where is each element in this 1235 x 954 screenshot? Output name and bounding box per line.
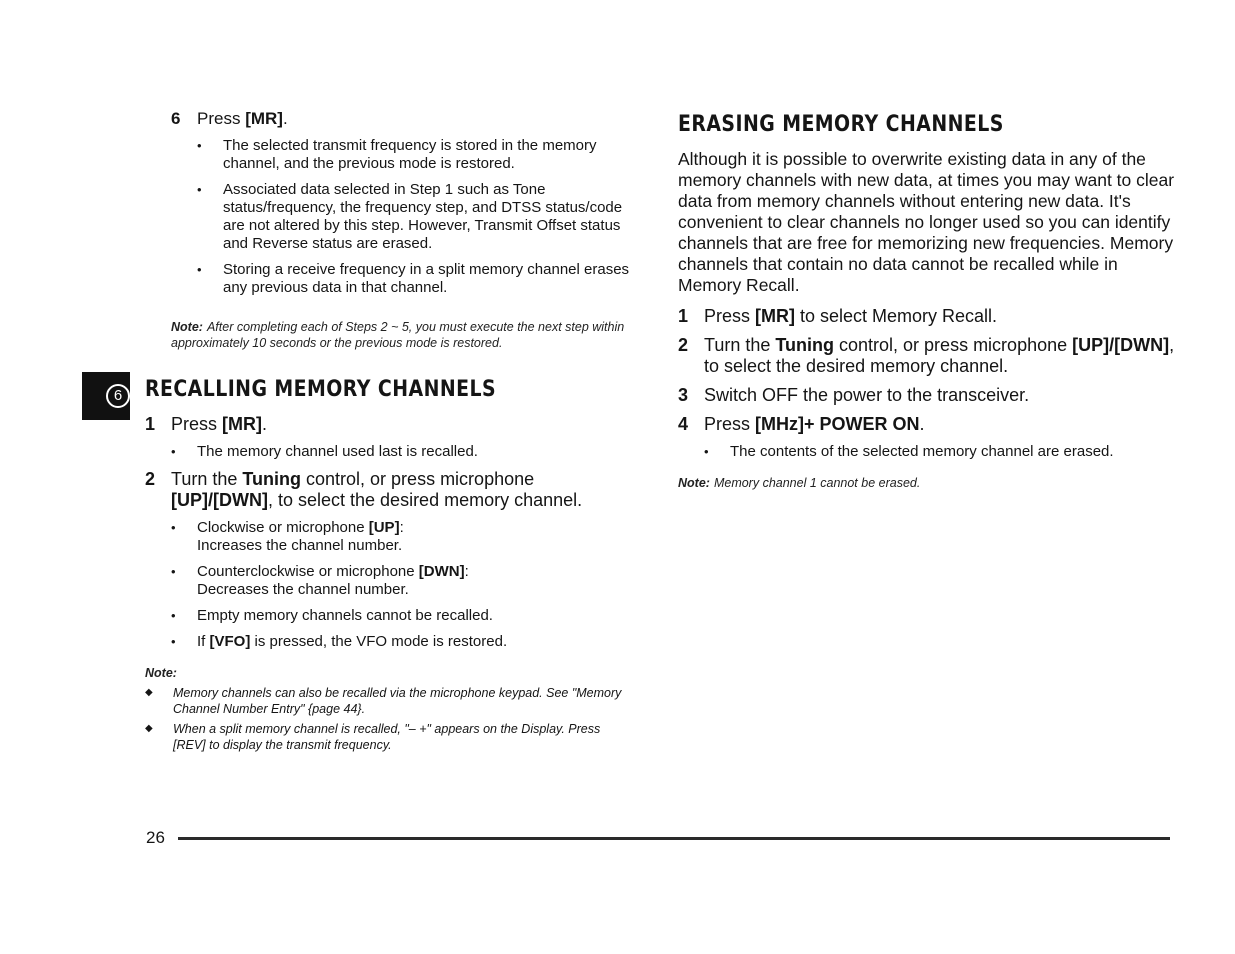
- step-6: 6 Press [MR].: [171, 109, 288, 128]
- intro-paragraph: Although it is possible to overwrite existing data in any of the memory channels with new data, at times you may want to clear data from memory channels without entering new data. It's convenient to clear channels no longer used so you can identify channels that are free for memorizing new frequencies. Memory channels that contain no data cannot be recalled while in Memory Recall.: [678, 149, 1175, 295]
- list-item: • Storing a receive frequency in a split memory channel erases any previous data in that channel.: [197, 261, 635, 297]
- list-item: ◆ When a split memory channel is recalled, "– +" appears on the Display. Press [REV] to display the transmit frequency.: [145, 721, 635, 753]
- section-heading-erasing: ERASING MEMORY CHANNELS: [678, 112, 1004, 137]
- list-item: • The selected transmit frequency is stored in the memory channel, and the previous mode is restored.: [197, 137, 635, 173]
- erase-step-2: 2 Turn the Tuning control, or press microphone [UP]/[DWN], to select the desired memory channel.: [678, 335, 1175, 376]
- footer-rule: [178, 837, 1170, 840]
- right-column: [678, 112, 1178, 491]
- list-item: ◆ Memory channels can also be recalled via the microphone keypad. See "Memory Channel Number Entry" {page 44}.: [145, 685, 635, 717]
- chapter-number: 6: [106, 384, 130, 408]
- erase-step-4-bullets: [704, 443, 1178, 461]
- note-recall: Note:: [145, 666, 177, 680]
- note-erase: Note: Memory channel 1 cannot be erased.: [678, 476, 921, 490]
- list-item: • Counterclockwise or microphone [DWN]: Decreases the channel number.: [171, 563, 635, 599]
- list-item: • If [VFO] is pressed, the VFO mode is restored.: [171, 633, 635, 651]
- list-item: • Empty memory channels cannot be recalled.: [171, 607, 635, 625]
- step-number: 6: [171, 109, 181, 128]
- chapter-tab: [82, 372, 130, 420]
- list-item: • Clockwise or microphone [UP]: Increases the channel number.: [171, 519, 635, 555]
- step-2: 2 Turn the Tuning control, or press microphone [UP]/[DWN], to select the desired memory channel.: [145, 469, 583, 510]
- page-number: 26: [146, 828, 165, 847]
- left-column: [145, 108, 635, 757]
- section-heading-recalling: RECALLING MEMORY CHANNELS: [145, 377, 497, 402]
- step-6-bullets: [197, 137, 635, 297]
- list-item: • The contents of the selected memory channel are erased.: [704, 443, 1178, 461]
- step-1: 1 Press [MR].: [145, 414, 268, 434]
- list-item: • The memory channel used last is recalled.: [171, 443, 635, 461]
- erase-step-4: 4 Press [MHz]+ POWER ON.: [678, 414, 925, 434]
- note-recall-list: [145, 685, 635, 753]
- step-2-bullets: [171, 519, 635, 651]
- erase-step-1: 1 Press [MR] to select Memory Recall.: [678, 306, 998, 326]
- erase-step-3: 3 Switch OFF the power to the transceiver.: [678, 385, 1030, 405]
- step-1-bullets: [171, 443, 635, 461]
- note-steps: Note: After completing each of Steps 2 ~ 5, you must execute the next step within approximately 10 seconds or the previous mode is restored.: [171, 320, 625, 350]
- list-item: • Associated data selected in Step 1 such as Tone status/frequency, the frequency step, and DTSS status/code are not altered by this step. However, Transmit Offset status and Reverse status are erased.: [197, 181, 635, 253]
